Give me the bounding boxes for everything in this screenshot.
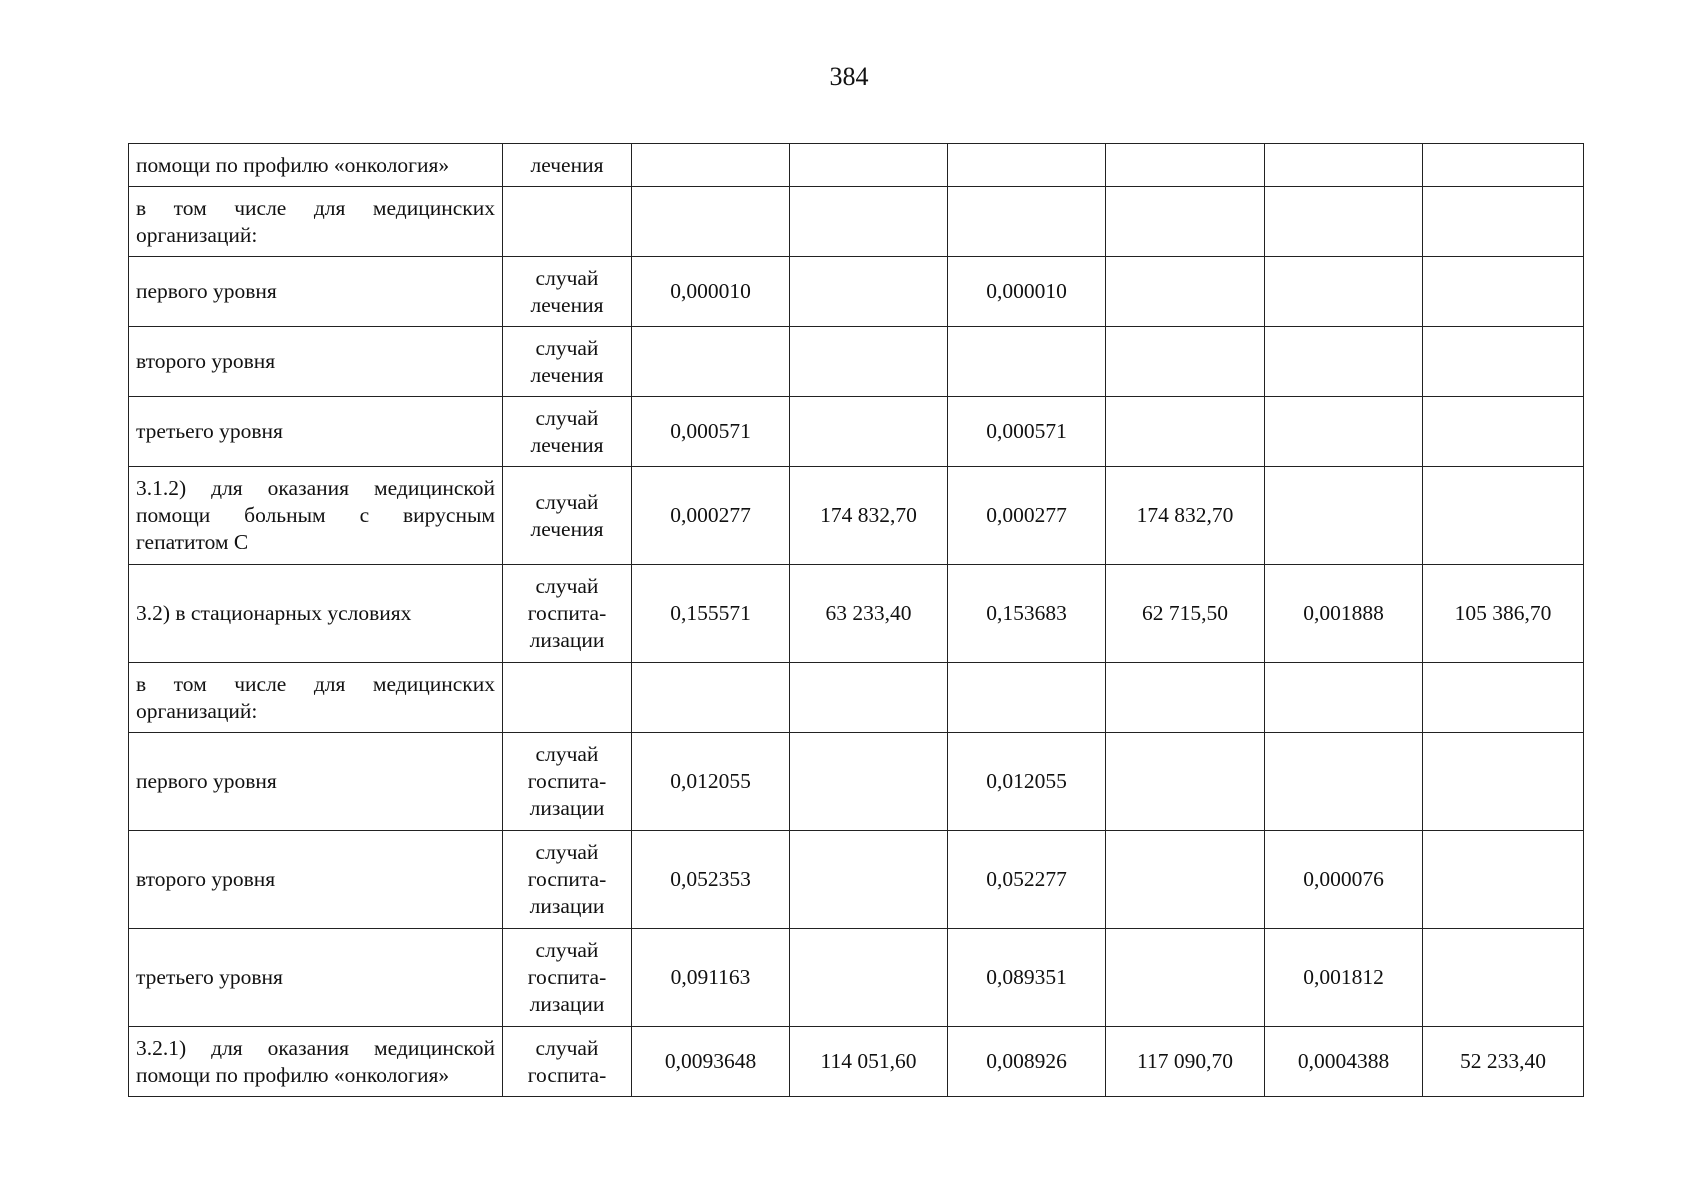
value-cell <box>1265 467 1423 565</box>
row-name-cell: 3.2) в стационарных условиях <box>129 565 503 663</box>
value-cell <box>790 187 948 257</box>
value-cell <box>948 144 1106 187</box>
value-cell: 174 832,70 <box>790 467 948 565</box>
value-cell <box>790 929 948 1027</box>
value-cell <box>1265 733 1423 831</box>
value-cell: 114 051,60 <box>790 1027 948 1097</box>
value-cell <box>1106 144 1265 187</box>
value-cell <box>1265 663 1423 733</box>
value-cell: 0,012055 <box>948 733 1106 831</box>
value-cell <box>1265 327 1423 397</box>
value-cell: 0,000571 <box>948 397 1106 467</box>
value-cell <box>790 144 948 187</box>
value-cell <box>790 327 948 397</box>
table-row <box>129 144 1584 187</box>
value-cell: 0,001812 <box>1265 929 1423 1027</box>
value-cell: 0,052353 <box>632 831 790 929</box>
row-name-cell: первого уровня <box>129 733 503 831</box>
value-cell: 0,0004388 <box>1265 1027 1423 1097</box>
value-cell <box>632 187 790 257</box>
row-name-cell: третьего уровня <box>129 929 503 1027</box>
value-cell <box>1265 397 1423 467</box>
value-cell <box>1423 327 1584 397</box>
value-cell: 0,012055 <box>632 733 790 831</box>
table-row <box>129 187 1584 257</box>
unit-cell: случай лечения <box>503 257 632 327</box>
row-name-cell: в том числе для медицинских организаций: <box>129 663 503 733</box>
value-cell <box>1423 733 1584 831</box>
table-row <box>129 1027 1584 1097</box>
page-number: 384 <box>829 62 869 91</box>
value-cell: 0,0093648 <box>632 1027 790 1097</box>
row-name-cell: 3.1.2) для оказания медицинской помощи больным с вирусным гепатитом С <box>129 467 503 565</box>
value-cell <box>1265 187 1423 257</box>
value-cell <box>948 327 1106 397</box>
unit-cell: случай госпита-лизации <box>503 929 632 1027</box>
value-cell <box>1265 144 1423 187</box>
unit-cell: случай госпита- <box>503 1027 632 1097</box>
value-cell <box>1423 144 1584 187</box>
value-cell: 0,001888 <box>1265 565 1423 663</box>
table-row <box>129 663 1584 733</box>
value-cell: 0,000076 <box>1265 831 1423 929</box>
value-cell <box>790 733 948 831</box>
value-cell <box>1423 831 1584 929</box>
value-cell <box>632 327 790 397</box>
value-cell <box>790 663 948 733</box>
value-cell <box>948 187 1106 257</box>
row-name-cell: первого уровня <box>129 257 503 327</box>
value-cell <box>1423 663 1584 733</box>
value-cell <box>1106 257 1265 327</box>
unit-cell <box>503 187 632 257</box>
unit-cell: случай госпита-лизации <box>503 831 632 929</box>
row-name-cell: 3.2.1) для оказания медицинской помощи по профилю «онкология» <box>129 1027 503 1097</box>
unit-cell: случай госпита-лизации <box>503 733 632 831</box>
row-name-cell: третьего уровня <box>129 397 503 467</box>
table-row <box>129 929 1584 1027</box>
value-cell <box>1106 663 1265 733</box>
value-cell <box>1106 929 1265 1027</box>
value-cell: 105 386,70 <box>1423 565 1584 663</box>
row-name-cell: помощи по профилю «онкология» <box>129 144 503 187</box>
row-name-cell: второго уровня <box>129 831 503 929</box>
value-cell: 0,008926 <box>948 1027 1106 1097</box>
value-cell: 0,000277 <box>948 467 1106 565</box>
value-cell <box>790 397 948 467</box>
value-cell <box>1265 257 1423 327</box>
data-table <box>128 143 1584 1097</box>
value-cell <box>632 144 790 187</box>
value-cell: 62 715,50 <box>1106 565 1265 663</box>
value-cell <box>790 257 948 327</box>
value-cell: 0,153683 <box>948 565 1106 663</box>
value-cell <box>1106 831 1265 929</box>
value-cell <box>948 663 1106 733</box>
value-cell <box>632 663 790 733</box>
value-cell: 52 233,40 <box>1423 1027 1584 1097</box>
value-cell <box>1423 929 1584 1027</box>
unit-cell <box>503 663 632 733</box>
row-name-cell: второго уровня <box>129 327 503 397</box>
value-cell <box>1423 397 1584 467</box>
value-cell: 0,000010 <box>632 257 790 327</box>
table-row <box>129 565 1584 663</box>
value-cell: 0,000571 <box>632 397 790 467</box>
value-cell <box>1423 187 1584 257</box>
value-cell: 0,155571 <box>632 565 790 663</box>
value-cell <box>1423 467 1584 565</box>
value-cell <box>1106 187 1265 257</box>
value-cell <box>1423 257 1584 327</box>
table-row <box>129 397 1584 467</box>
value-cell: 0,052277 <box>948 831 1106 929</box>
value-cell <box>1106 327 1265 397</box>
table-row <box>129 733 1584 831</box>
value-cell: 117 090,70 <box>1106 1027 1265 1097</box>
unit-cell: случай лечения <box>503 327 632 397</box>
value-cell <box>790 831 948 929</box>
table-row <box>129 467 1584 565</box>
value-cell <box>1106 397 1265 467</box>
table-row <box>129 257 1584 327</box>
table-row <box>129 327 1584 397</box>
table-row <box>129 831 1584 929</box>
value-cell: 63 233,40 <box>790 565 948 663</box>
value-cell <box>1106 733 1265 831</box>
unit-cell: случай госпита-лизации <box>503 565 632 663</box>
unit-cell: случай лечения <box>503 397 632 467</box>
value-cell: 0,089351 <box>948 929 1106 1027</box>
value-cell: 0,091163 <box>632 929 790 1027</box>
unit-cell: лечения <box>503 144 632 187</box>
unit-cell: случай лечения <box>503 467 632 565</box>
value-cell: 0,000277 <box>632 467 790 565</box>
value-cell: 174 832,70 <box>1106 467 1265 565</box>
value-cell: 0,000010 <box>948 257 1106 327</box>
row-name-cell: в том числе для медицинских организаций: <box>129 187 503 257</box>
